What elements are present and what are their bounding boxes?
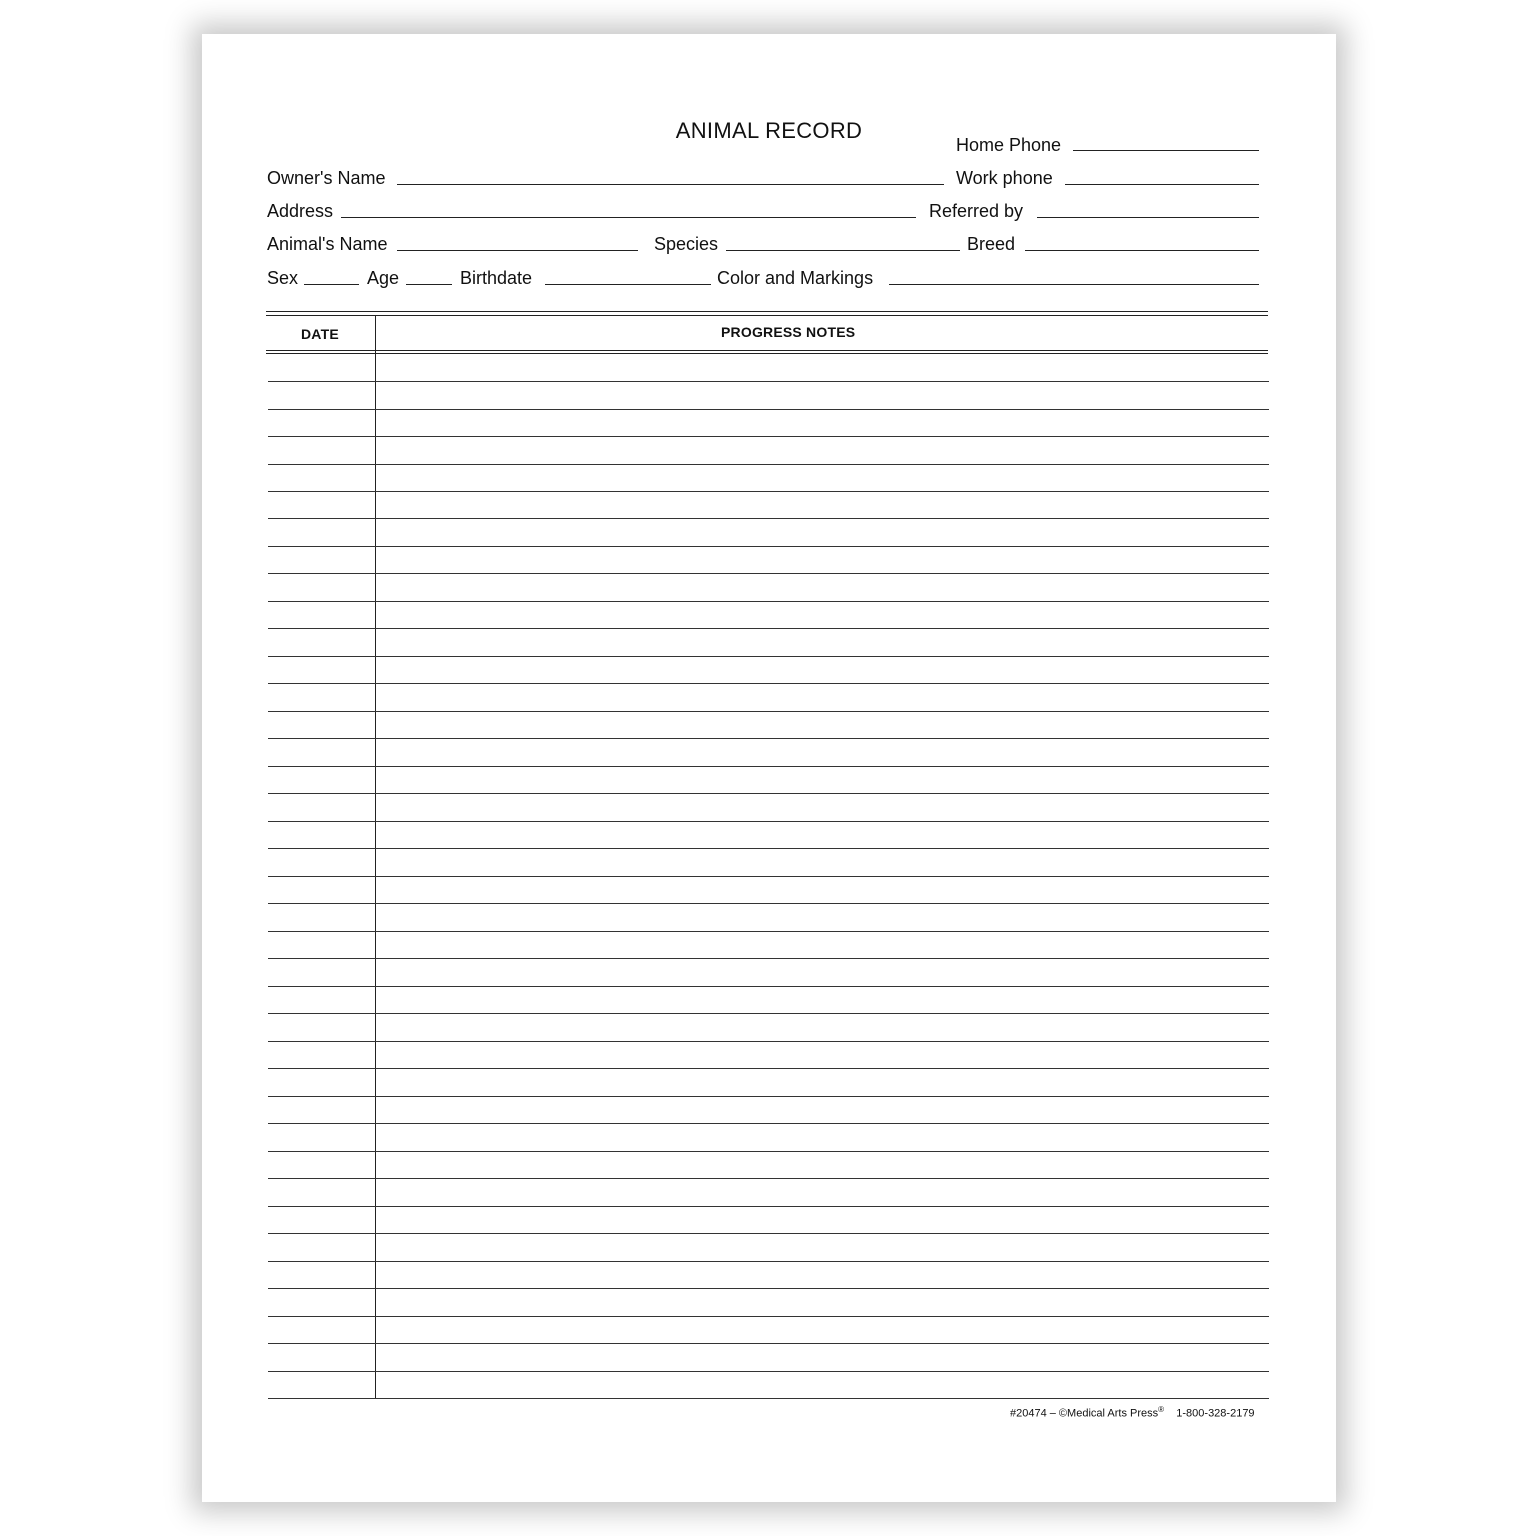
animals-name-label: Animal's Name [267, 234, 388, 254]
table-row[interactable] [268, 436, 1269, 437]
date-column-divider [375, 315, 376, 1398]
color-markings-field[interactable] [889, 284, 1259, 285]
breed-label: Breed [967, 234, 1016, 254]
table-row[interactable] [268, 958, 1269, 959]
table-row[interactable] [268, 1316, 1269, 1317]
table-top-rule [266, 311, 1268, 312]
table-row[interactable] [268, 738, 1269, 739]
table-row[interactable] [268, 628, 1269, 629]
owners-name-label: Owner's Name [267, 168, 386, 188]
table-row[interactable] [268, 1068, 1269, 1069]
table-row[interactable] [268, 1151, 1269, 1152]
table-row[interactable] [268, 1013, 1269, 1014]
address-field[interactable] [341, 217, 916, 218]
owners-name-field[interactable] [397, 184, 944, 185]
referred-by-field[interactable] [1037, 217, 1259, 218]
referred-by-label: Referred by [929, 201, 1024, 221]
table-row[interactable] [268, 464, 1269, 465]
sex-label: Sex [267, 268, 299, 288]
table-row[interactable] [268, 903, 1269, 904]
registered-mark: ® [1158, 1405, 1165, 1414]
species-label: Species [654, 234, 719, 254]
table-row[interactable] [268, 1398, 1269, 1399]
date-column-header: DATE [301, 326, 339, 342]
table-row[interactable] [268, 1206, 1269, 1207]
table-row[interactable] [268, 409, 1269, 410]
table-row[interactable] [268, 711, 1269, 712]
table-row[interactable] [268, 656, 1269, 657]
animals-name-field[interactable] [397, 250, 638, 251]
breed-field[interactable] [1025, 250, 1259, 251]
footer-phone: 1-800-328-2179 [1176, 1407, 1255, 1420]
birthdate-field[interactable] [545, 284, 711, 285]
table-row[interactable] [268, 601, 1269, 602]
table-row[interactable] [268, 1288, 1269, 1289]
home-phone-field[interactable] [1073, 150, 1259, 151]
table-row[interactable] [268, 381, 1269, 382]
form-footer [1010, 1405, 1255, 1420]
table-row[interactable] [268, 1261, 1269, 1262]
footer-form-number: #20474 – ©Medical Arts Press [1010, 1407, 1159, 1420]
table-row[interactable] [268, 1233, 1269, 1234]
birthdate-label: Birthdate [460, 268, 533, 288]
home-phone-label: Home Phone [956, 135, 1062, 155]
table-top-rule-inner [266, 315, 1268, 316]
age-label: Age [367, 268, 400, 288]
table-row[interactable] [268, 793, 1269, 794]
table-header-rule [266, 350, 1268, 351]
table-row[interactable] [268, 573, 1269, 574]
sex-field[interactable] [304, 284, 359, 285]
progress-notes-column-header: PROGRESS NOTES [721, 324, 856, 340]
work-phone-field[interactable] [1065, 184, 1259, 185]
table-row[interactable] [268, 766, 1269, 767]
table-row[interactable] [268, 683, 1269, 684]
table-row[interactable] [268, 518, 1269, 519]
table-row[interactable] [268, 546, 1269, 547]
table-row[interactable] [268, 491, 1269, 492]
age-field[interactable] [406, 284, 452, 285]
species-field[interactable] [726, 250, 960, 251]
table-row[interactable] [268, 1178, 1269, 1179]
table-row[interactable] [268, 1041, 1269, 1042]
color-markings-label: Color and Markings [717, 268, 874, 288]
table-row[interactable] [268, 1371, 1269, 1372]
table-header-rule-inner [266, 353, 1268, 354]
table-row[interactable] [268, 986, 1269, 987]
table-row[interactable] [268, 931, 1269, 932]
table-row[interactable] [268, 876, 1269, 877]
table-row[interactable] [268, 848, 1269, 849]
form-page [202, 34, 1336, 1502]
address-label: Address [267, 201, 334, 221]
table-row[interactable] [268, 821, 1269, 822]
table-row[interactable] [268, 1123, 1269, 1124]
table-row[interactable] [268, 1343, 1269, 1344]
table-row[interactable] [268, 1096, 1269, 1097]
work-phone-label: Work phone [956, 168, 1053, 188]
form-title: ANIMAL RECORD [675, 118, 863, 143]
